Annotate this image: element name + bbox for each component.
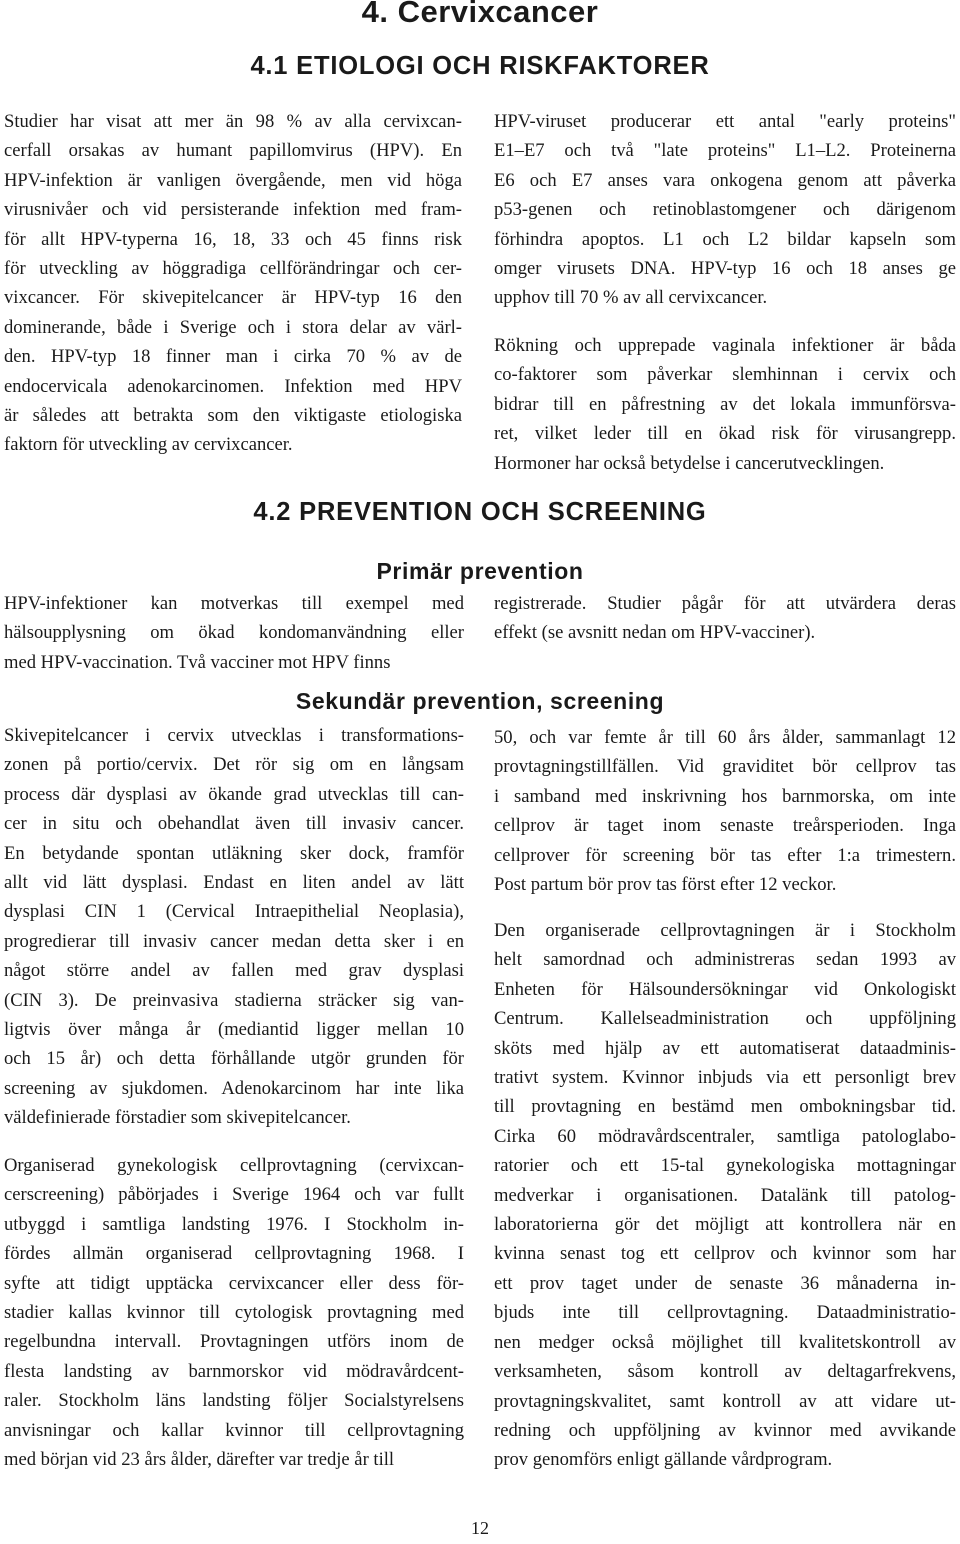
etiologi-right-column-p2 (494, 331, 956, 478)
text-line: laboratorierna gör det möjligt att kontrollera när en (494, 1214, 956, 1236)
page-number: 12 (471, 1518, 489, 1538)
text-line: syfte att tidigt upptäcka cervixcancer eller dess för- (4, 1272, 464, 1294)
text-line: för allt HPV-typerna 16, 18, 33 och 45 finns risk (4, 228, 462, 250)
text-line: Rökning och upprepade vaginala infektioner är båda (494, 335, 956, 356)
text-line: ret, vilket leder till en ökad risk för virusangrepp. (494, 423, 956, 445)
sekundar-left-column-p1 (4, 721, 464, 1133)
primar-left-column (4, 589, 464, 677)
text-line: och 15 år) och detta förhållande utgör grunden för (4, 1048, 464, 1070)
text-line: anvisningar och kallar kvinnor till cellprovtagning (4, 1419, 464, 1441)
text-line: Organiserad gynekologisk cellprovtagning (cervixcan- (4, 1155, 464, 1176)
text-line: omger virusets DNA. HPV-typ 16 och 18 anses ge (494, 258, 956, 280)
text-line: allt vid lätt dysplasi. Endast en liten andel av lätt (4, 872, 464, 894)
text-line: Post partum bör prov tas först efter 12 veckor. (494, 874, 837, 896)
sekundar-right-column-p1 (494, 723, 956, 899)
text-line: screening av sjukdomen. Adenokarcinom har inte lika (4, 1077, 464, 1099)
text-line: faktorn för utveckling av cervixcancer. (4, 434, 293, 456)
text-line: cellprover för screening bör tas efter 1:a trimestern. (494, 844, 956, 866)
text-line: provtagningskvalitet, samt kontroll av att vidare ut- (494, 1390, 956, 1412)
text-line: med HPV-vaccination. Två vacciner mot HPV finns (4, 651, 391, 673)
subheading-sekundar-prevention: Sekundär prevention, screening (295, 688, 665, 714)
text-line: p53-genen och retinoblastomgener och därigenom (494, 199, 956, 221)
text-line: raler. Stockholm läns landsting följer Socialstyrelsens (4, 1390, 464, 1412)
text-line: utbyggd i samtliga landsting 1976. I Stockholm in- (4, 1213, 464, 1235)
text-line: bidrar till en påfrestning av det lokala immunförsva- (494, 393, 956, 415)
text-line: stadier kallas kvinnor till cytologisk provtagning med (4, 1302, 464, 1324)
text-line: kvinna senast tog ett cellprov och kvinnor som har (494, 1243, 956, 1265)
text-line: helt samordnad och administreras sedan 1993 av (494, 949, 956, 971)
text-line: vixcancer. För skivepitelcancer är HPV-typ 16 den (4, 287, 462, 309)
text-line: prov genomförs enligt gällande vårdprogram. (494, 1449, 833, 1471)
text-line: den. HPV-typ 18 finner man i cirka 70 % av de (4, 346, 462, 368)
text-line: Enheten för Hälsoundersökningar vid Onkologiskt (494, 978, 956, 1000)
text-line: HPV-viruset producerar ett antal "early proteins" (494, 111, 956, 132)
text-line: zonen på portio/cervix. Det rör sig om en långsam (4, 754, 464, 776)
primar-right-column (494, 589, 956, 648)
text-line: Centrum. Kallelseadministration och uppföljning (494, 1008, 956, 1030)
text-line: Skivepitelcancer i cervix utvecklas i transformations- (4, 725, 464, 746)
text-line: förhindra apoptos. L1 och L2 bildar kapseln som (494, 228, 956, 250)
text-line: sköts med hjälp av ett automatiserat dataadminis- (494, 1037, 956, 1059)
text-line: fördes allmän organiserad cellprovtagning 1968. I (4, 1243, 464, 1265)
text-line: 50, och var femte år till 60 års ålder, sammanlagt 12 (494, 727, 956, 748)
text-line: Cirka 60 mödravårdscentraler, samtliga patologlabo- (494, 1125, 956, 1147)
text-line: nen medger också möjlighet till kvalitetskontroll av (494, 1331, 956, 1353)
etiologi-right-column-p1 (494, 107, 956, 313)
text-line: är således att betrakta som den viktigaste etiologiska (4, 405, 462, 427)
section-heading-etiologi: 4.1 ETIOLOGI OCH RISKFAKTORER (250, 52, 710, 80)
text-line: ett prov taget under de senaste 36 månaderna in- (494, 1272, 956, 1294)
text-line: för utveckling av höggradiga cellförändringar och cer- (4, 258, 462, 280)
text-line: HPV-infektion är vanligen övergående, men vid höga (4, 169, 462, 191)
text-line: endocervicala adenokarcinomen. Infektion med HPV (4, 375, 462, 397)
text-line: Den organiserade cellprovtagningen är i Stockholm (494, 920, 956, 941)
text-line: upphov till 70 % av all cervixcancer. (494, 287, 768, 309)
text-line: trativt system. Kvinnor inbjuds via ett personligt brev (494, 1067, 956, 1089)
text-line: En betydande spontan utläkning sker dock, framför (4, 842, 464, 864)
text-line: cellprov är taget inom senaste treårsperioden. Inga (494, 815, 956, 837)
text-line: progredierar till invasiv cancer medan detta sker i en (4, 930, 464, 952)
text-line: co-faktorer som påverkar slemhinnan i cervix och (494, 364, 956, 386)
text-line: med början vid 23 års ålder, därefter var tredje år till (4, 1449, 395, 1471)
text-line: väldefinierade förstadier som skivepitelcancer. (4, 1107, 351, 1129)
text-line: flesta landsting av barnmorskor vid mödravårdcent- (4, 1360, 464, 1382)
text-line: hälsoupplysning om ökad kondomanvändning eller (4, 622, 464, 644)
text-line: dysplasi CIN 1 (Cervical Intraepithelial Neoplasia), (4, 901, 464, 923)
etiologi-left-column (4, 107, 462, 460)
text-line: effekt (se avsnitt nedan om HPV-vacciner). (494, 622, 816, 644)
text-line: regelbundna intervall. Provtagningen utförs inom de (4, 1331, 464, 1353)
text-line: (CIN 3). De preinvasiva stadierna sträcker sig van- (4, 989, 464, 1011)
text-line: HPV-infektioner kan motverkas till exempel med (4, 593, 464, 614)
text-line: virusnivåer och vid persisterande infektion med fram- (4, 199, 462, 221)
text-line: till provtagning en bestämd men ombokningsbar tid. (494, 1096, 956, 1118)
text-line: ratorier och ett 15-tal gynekologiska mottagningar (494, 1155, 956, 1177)
text-line: process där dysplasi av ökande grad utvecklas till can- (4, 783, 464, 805)
sekundar-right-column-p2 (494, 916, 956, 1475)
text-line: Studier har visat att mer än 98 % av alla cervixcan- (4, 111, 462, 132)
text-line: dominerande, både i Sverige och i stora delar av värl- (4, 316, 462, 338)
text-line: provtagningstillfällen. Vid graviditet bör cellprov tas (494, 756, 956, 778)
text-line: cerscreening) påbörjades i Sverige 1964 och var fullt (4, 1184, 464, 1206)
text-line: cerfall orsakas av humant papillomvirus (HPV). En (4, 140, 462, 162)
text-line: verksamheten, såsom kontroll av deltagarfrekvens, (494, 1361, 956, 1383)
section-heading-prevention: 4.2 PREVENTION OCH SCREENING (253, 498, 707, 526)
text-line: ligtvis över många år (mediantid ligger mellan 10 (4, 1019, 464, 1041)
text-line: registrerade. Studier pågår för att utvärdera deras (494, 593, 956, 614)
text-line: redning och uppföljning av kvinnor med avvikande (494, 1419, 956, 1441)
text-line: E6 och E7 anses vara onkogena genom att påverka (494, 169, 956, 191)
text-line: Hormoner har också betydelse i cancerutvecklingen. (494, 452, 885, 474)
text-line: medverkar i organisationen. Datalänk till patolog- (494, 1184, 956, 1206)
subheading-primar-prevention: Primär prevention (376, 558, 584, 584)
text-line: i samband med inskrivning hos barnmorska, om inte (494, 785, 956, 807)
text-line: cer in situ och obehandlat även till invasiv cancer. (4, 813, 464, 835)
text-line: något större andel av fallen med grav dysplasi (4, 960, 464, 982)
text-line: bjuds inte till cellprovtagning. Dataadministratio- (494, 1302, 956, 1324)
chapter-title: 4. Cervixcancer (361, 0, 599, 29)
text-line: E1–E7 och två "late proteins" L1–L2. Proteinerna (494, 140, 956, 162)
sekundar-left-column-p2 (4, 1151, 464, 1474)
